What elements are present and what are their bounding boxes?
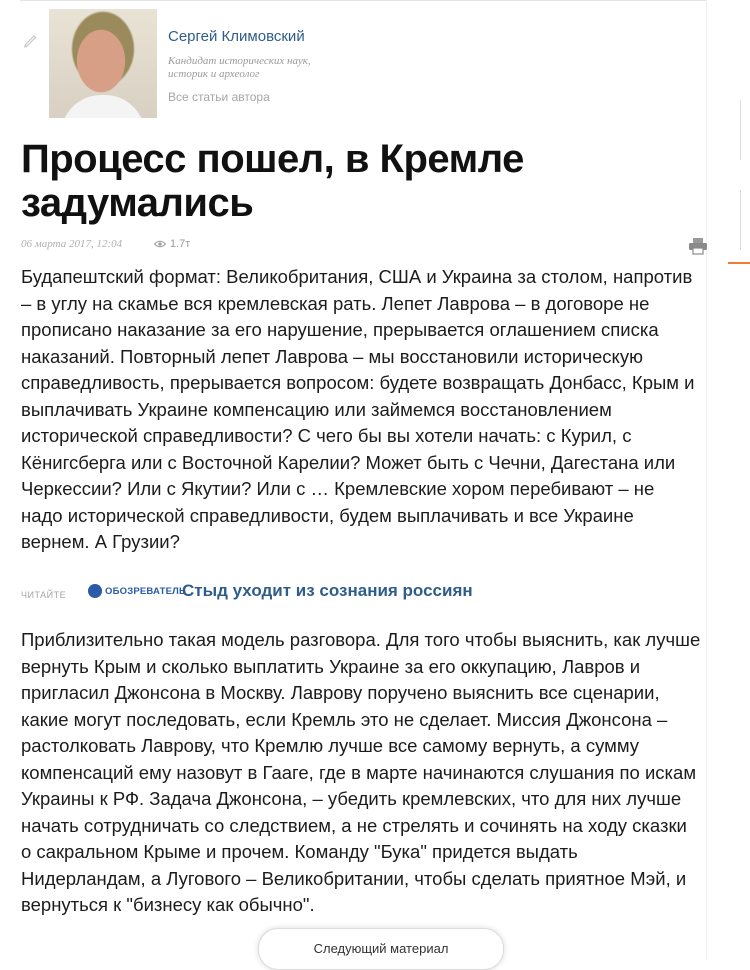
print-icon[interactable] <box>688 237 708 255</box>
article-paragraph: Будапештский формат: Великобритания, США и Украина за столом, напротив – в углу на скамье вся кремлевская рать. Лепет Лаврова – в договоре не прописано наказание за его нарушение, прерывается оглашением списка наказаний. Повторный лепет Лаврова – мы восстановили историческую справедливость, прерывается вопросом: будете возвращать Донбасс, Крым и выплачивать Украине компенсацию или займемся восстановлением исторической справедливости? С чего бы вы хотели начать: с Курил, с Кёнигсберга или с Восточной Карелии? Может быть с Чечни, Дагестана или Черкессии? Или с Якутии? Или с … Кремлевские хором перебивают – не надо исторической справедливости, будем выплачивать и все Украине вернем. А Грузии? <box>21 266 695 552</box>
author-description: Кандидат исторических наук, историк и археолог <box>168 55 311 80</box>
eye-icon <box>154 240 166 248</box>
edge-accent <box>728 262 750 264</box>
right-divider <box>706 0 707 960</box>
article-paragraph: Приблизительно такая модель разговора. Для того чтобы выяснить, как лучше вернуть Крым и сколько выплатить Украине за его оккупацию, Лавров и пригласил Джонсона в Москву. Лаврову поручено выяснить все сценарии, какие могут последовать, если Кремль это не сделает. Миссия Джонсона – растолковать Лаврову, что Кремлю лучше все самому вернуть, а сумму компенсаций ему назовут в Гааге, где в марте начинаются слушания по искам Украины к РФ. Задача Джонсона, – убедить кремлевских, что для них лучше начать сотрудничать со следствием, а не стрелять и сочинять на ходу сказки о сакральном Крыме и прочем. Команду "Бука" придется выдать Нидерландам, а Лугового – Великобритании, чтобы сделать приятное Мэй, и вернуться к "бизнесу как обычно". <box>21 629 701 915</box>
top-divider <box>20 0 706 1</box>
obozrevatel-logo-icon <box>88 584 102 598</box>
author-avatar[interactable] <box>49 9 157 118</box>
author-name[interactable]: Сергей Климовский <box>168 28 305 45</box>
article-title: Процесс пошел, в Кремле задумались <box>21 137 524 225</box>
read-also-label: ЧИТАЙТЕ <box>21 590 67 600</box>
pen-icon <box>22 32 38 48</box>
next-article-button[interactable]: Следующий материал <box>258 928 504 970</box>
article-date: 06 марта 2017, 12:04 <box>21 238 123 250</box>
views-count: 1.7т <box>170 238 191 250</box>
views-counter <box>154 238 190 250</box>
source-name: ОБОЗРЕВАТЕЛЬ <box>105 585 187 597</box>
obozrevatel-logo <box>88 584 186 598</box>
read-also-link[interactable]: Стыд уходит из сознания россиян <box>182 581 473 600</box>
all-author-articles-link[interactable]: Все статьи автора <box>168 90 270 104</box>
edge-divider <box>740 190 741 250</box>
edge-divider <box>740 100 741 160</box>
